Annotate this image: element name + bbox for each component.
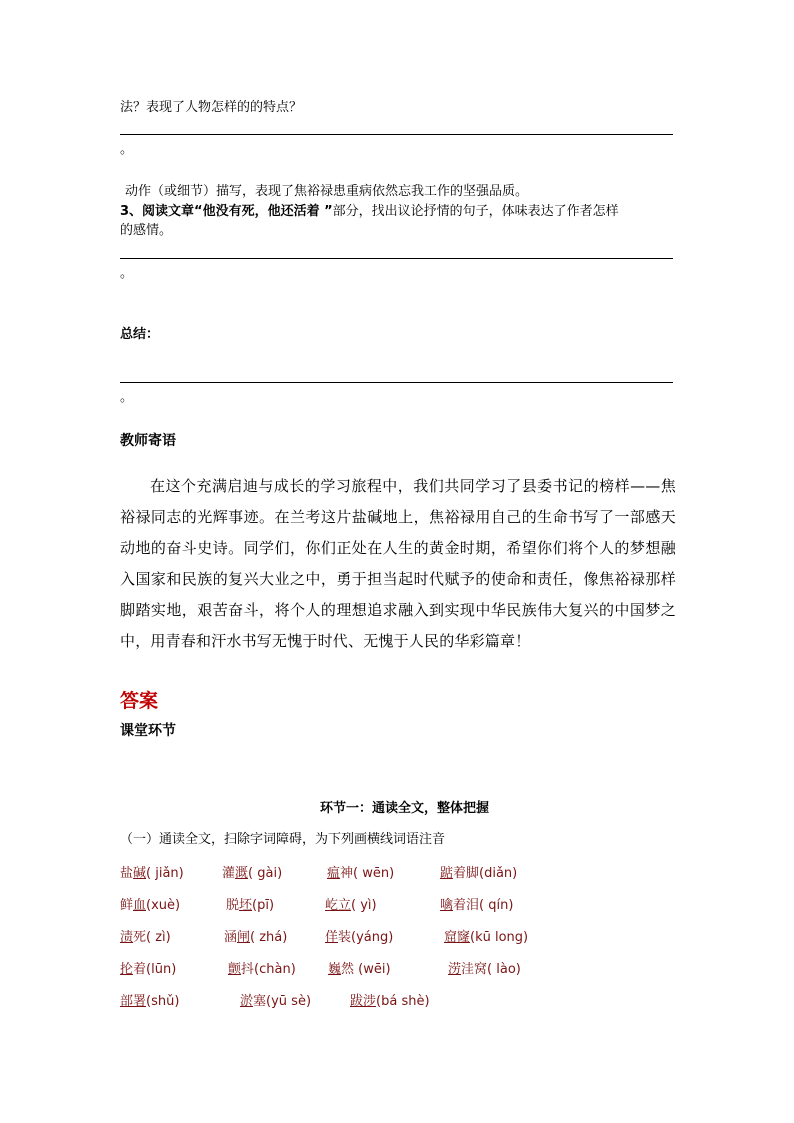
vocab-item: 脱坯(pī) bbox=[226, 898, 275, 913]
vocab-item: 涝洼窝( lào) bbox=[448, 962, 521, 977]
answer-two-text: 动作（或细节）描写，表现了焦裕禄患重病依然忘我工作的坚强品质。 bbox=[125, 184, 529, 199]
vocab-item: 淤塞(yū sè) bbox=[240, 994, 312, 1009]
question-three bbox=[120, 203, 619, 221]
teacher-message-title: 教师寄语 bbox=[120, 433, 176, 449]
answer-line-3 bbox=[120, 382, 673, 383]
task-one-instruction: （一）通读全文，扫除字词障碍，为下列画横线词语注音 bbox=[120, 832, 446, 847]
question-two-tail: 法？表现了人物怎样的的特点？ bbox=[120, 100, 303, 115]
vocab-item: 佯装(yáng) bbox=[325, 930, 394, 945]
answer-line-1 bbox=[120, 134, 673, 135]
vocab-item: 鲜血(xuè) bbox=[120, 898, 181, 913]
vocab-item: 抡着(lūn) bbox=[120, 962, 177, 977]
section-one-heading: 环节一：通读全文，整体把握 bbox=[320, 801, 490, 816]
vocab-item: 噙着泪( qín) bbox=[440, 898, 514, 913]
vocab-item: 巍然 (wēi) bbox=[328, 962, 391, 977]
vocab-item: 跋涉(bá shè) bbox=[350, 994, 430, 1009]
vocab-item: 瘟神( wēn) bbox=[327, 866, 395, 881]
vocab-item: 窟窿(kū long) bbox=[444, 930, 529, 945]
period-mark: 。 bbox=[120, 142, 134, 157]
vocab-item: 涵闸( zhá) bbox=[224, 930, 288, 945]
vocab-item: 盐碱( jiǎn) bbox=[120, 866, 184, 881]
summary-label: 总结： bbox=[120, 327, 160, 342]
period-mark: 。 bbox=[120, 266, 134, 281]
vocab-item: 灌溉( gài) bbox=[222, 866, 283, 881]
answer-line-2 bbox=[120, 258, 673, 259]
vocab-item: 渍死( zì) bbox=[120, 930, 171, 945]
question-three-quote: “他没有死，他还活着 ” bbox=[194, 204, 333, 219]
vocab-item: 颤抖(chàn) bbox=[228, 962, 296, 977]
question-three-prefix: 3、阅读文章 bbox=[120, 204, 195, 219]
question-three-line2: 的感情。 bbox=[120, 223, 173, 238]
vocab-item: 部署(shǔ) bbox=[120, 994, 180, 1009]
period-mark: 。 bbox=[120, 390, 134, 405]
class-section-heading: 课堂环节 bbox=[120, 723, 176, 739]
question-three-rest: 部分，找出议论抒情的句子，体味表达了作者怎样 bbox=[332, 204, 619, 219]
teacher-message-paragraph: 在这个充满启迪与成长的学习旅程中，我们共同学习了县委书记的榜样——焦裕禄同志的光辉事迹。在兰考这片盐碱地上，焦裕禄用自己的生命书写了一部感天动地的奋斗史诗。同学们，你们正处在人生的黄金时期，希望你们将个人的梦想融入国家和民族的复兴大业之中，勇于担当起时代赋予的使命和责任，像焦裕禄那样脚踏实地，艰苦奋斗，将个人的理想追求融入到实现中华民族伟大复兴的中国梦之中，用青春和汗水书写无愧于时代、无愧于人民的华彩篇章！ bbox=[120, 477, 676, 650]
answer-heading: 答案 bbox=[120, 690, 159, 712]
vocab-item: 踮着脚(diǎn) bbox=[440, 866, 518, 881]
vocab-item: 屹立( yì) bbox=[325, 898, 377, 913]
